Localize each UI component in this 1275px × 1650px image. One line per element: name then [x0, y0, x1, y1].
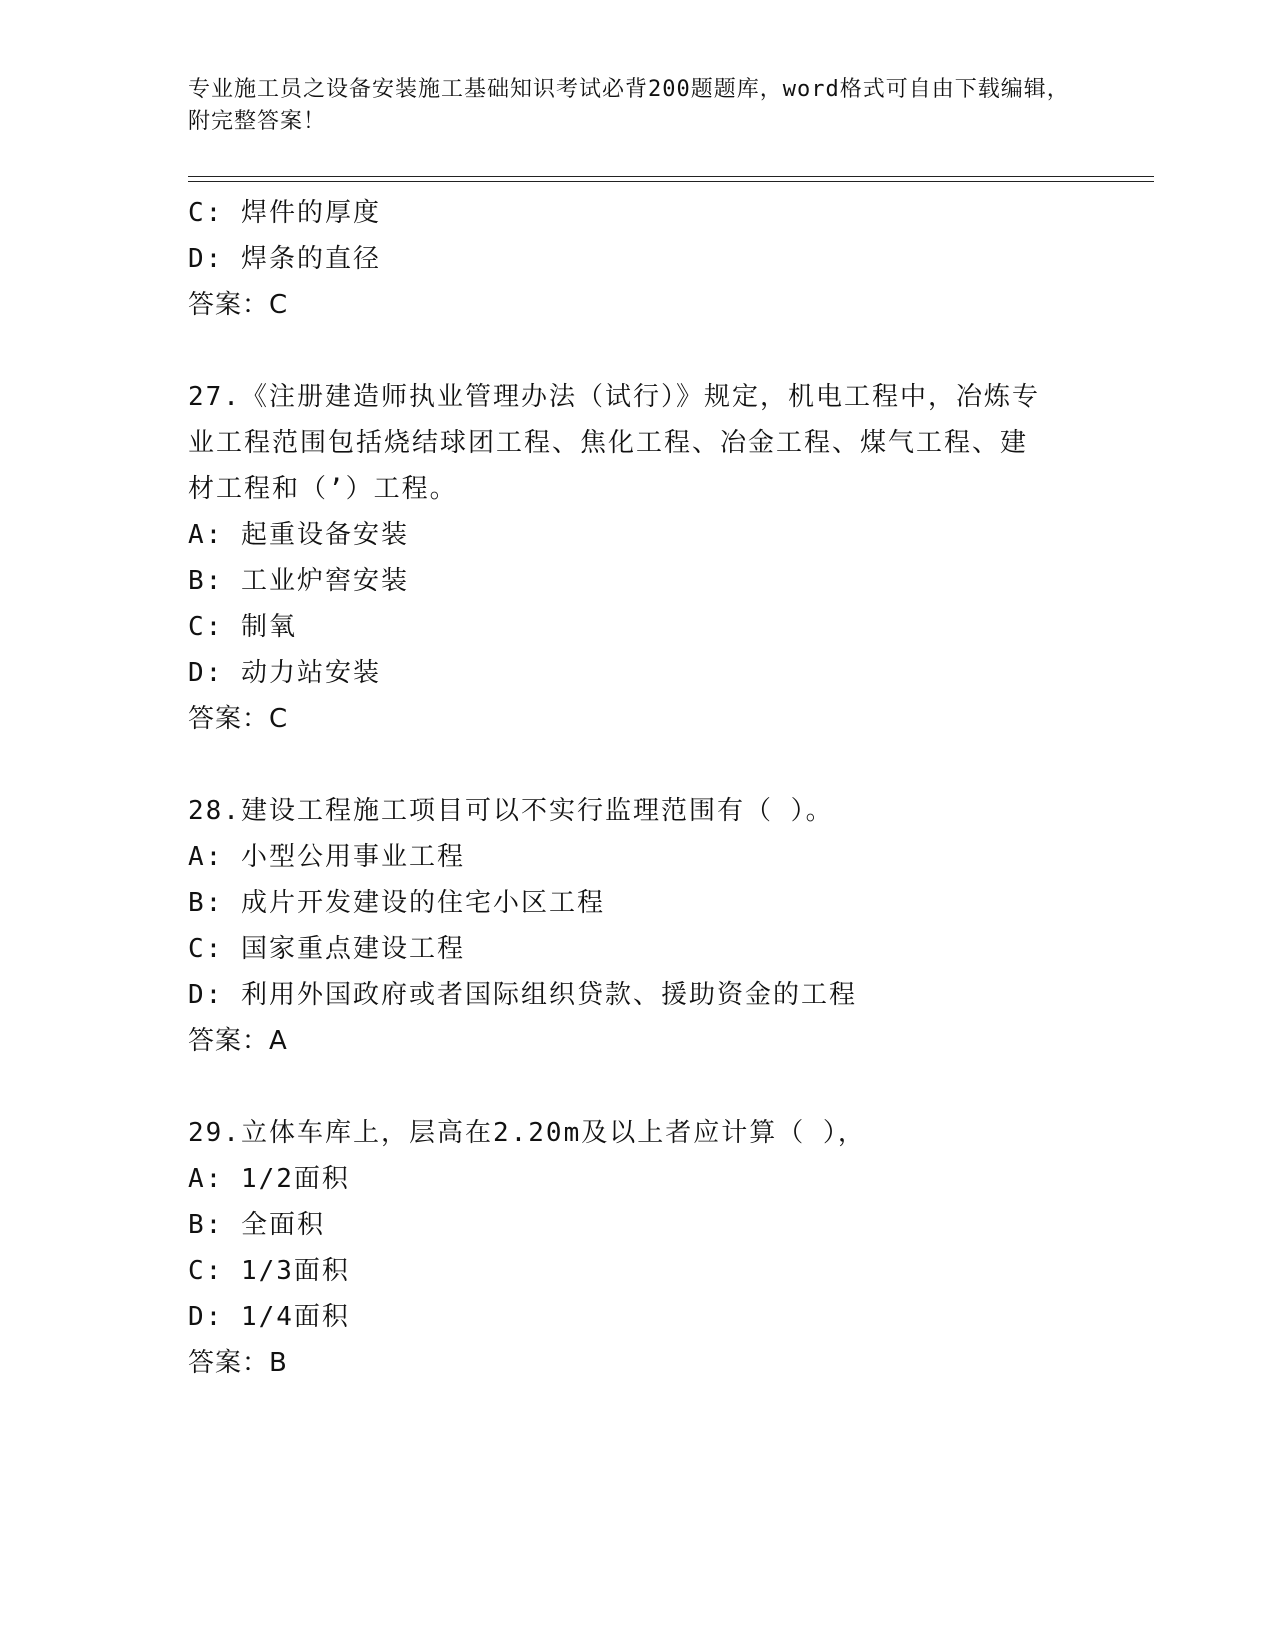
question-29 — [188, 1110, 1088, 1386]
spacer — [188, 742, 1088, 788]
question-stem — [188, 788, 1088, 834]
question-list — [188, 190, 1088, 1386]
option-b: B: 工业炉窖安装 — [188, 566, 409, 596]
carryover-question — [188, 190, 1088, 328]
question-27 — [188, 374, 1088, 742]
answer-line: 答案：C — [188, 290, 289, 320]
option-d: D: 利用外国政府或者国际组织贷款、援助资金的工程 — [188, 980, 857, 1010]
header-divider-top — [188, 176, 1154, 177]
answer-line: 答案：C — [188, 704, 289, 734]
option-c: C: 制氧 — [188, 612, 297, 642]
header-divider-bottom — [188, 181, 1154, 182]
option-c: C: 焊件的厚度 — [188, 198, 381, 228]
question-28 — [188, 788, 1088, 1064]
option-d: D: 焊条的直径 — [188, 244, 381, 274]
option-b: B: 全面积 — [188, 1210, 325, 1240]
option-d: D: 1/4面积 — [188, 1302, 350, 1332]
answer-line: 答案：A — [188, 1026, 288, 1056]
option-a: A: 起重设备安装 — [188, 520, 409, 550]
answer-line: 答案：B — [188, 1348, 288, 1378]
option-c: C: 国家重点建设工程 — [188, 934, 465, 964]
stem-line: 29.立体车库上，层高在2.20m及以上者应计算（ ）， — [188, 1118, 866, 1148]
stem-line: 业工程范围包括烧结球团工程、焦化工程、冶金工程、煤气工程、建 — [188, 428, 1029, 458]
stem-line: 28.建设工程施工项目可以不实行监理范围有（ ）。 — [188, 796, 834, 826]
header-title: 专业施工员之设备安装施工基础知识考试必背200题题库，word格式可自由下载编辑，附完整答案！ — [188, 77, 1070, 134]
option-a: A: 小型公用事业工程 — [188, 842, 465, 872]
question-stem — [188, 1110, 1088, 1156]
option-a: A: 1/2面积 — [188, 1164, 350, 1194]
spacer — [188, 1064, 1088, 1110]
spacer — [188, 328, 1088, 374]
question-stem — [188, 374, 1088, 512]
document-header — [188, 74, 1088, 138]
option-c: C: 1/3面积 — [188, 1256, 350, 1286]
stem-line: 27.《注册建造师执业管理办法（试行）》规定，机电工程中，冶炼专 — [188, 382, 1040, 412]
option-d: D: 动力站安装 — [188, 658, 381, 688]
option-b: B: 成片开发建设的住宅小区工程 — [188, 888, 605, 918]
stem-line: 材工程和（’）工程。 — [188, 474, 458, 504]
